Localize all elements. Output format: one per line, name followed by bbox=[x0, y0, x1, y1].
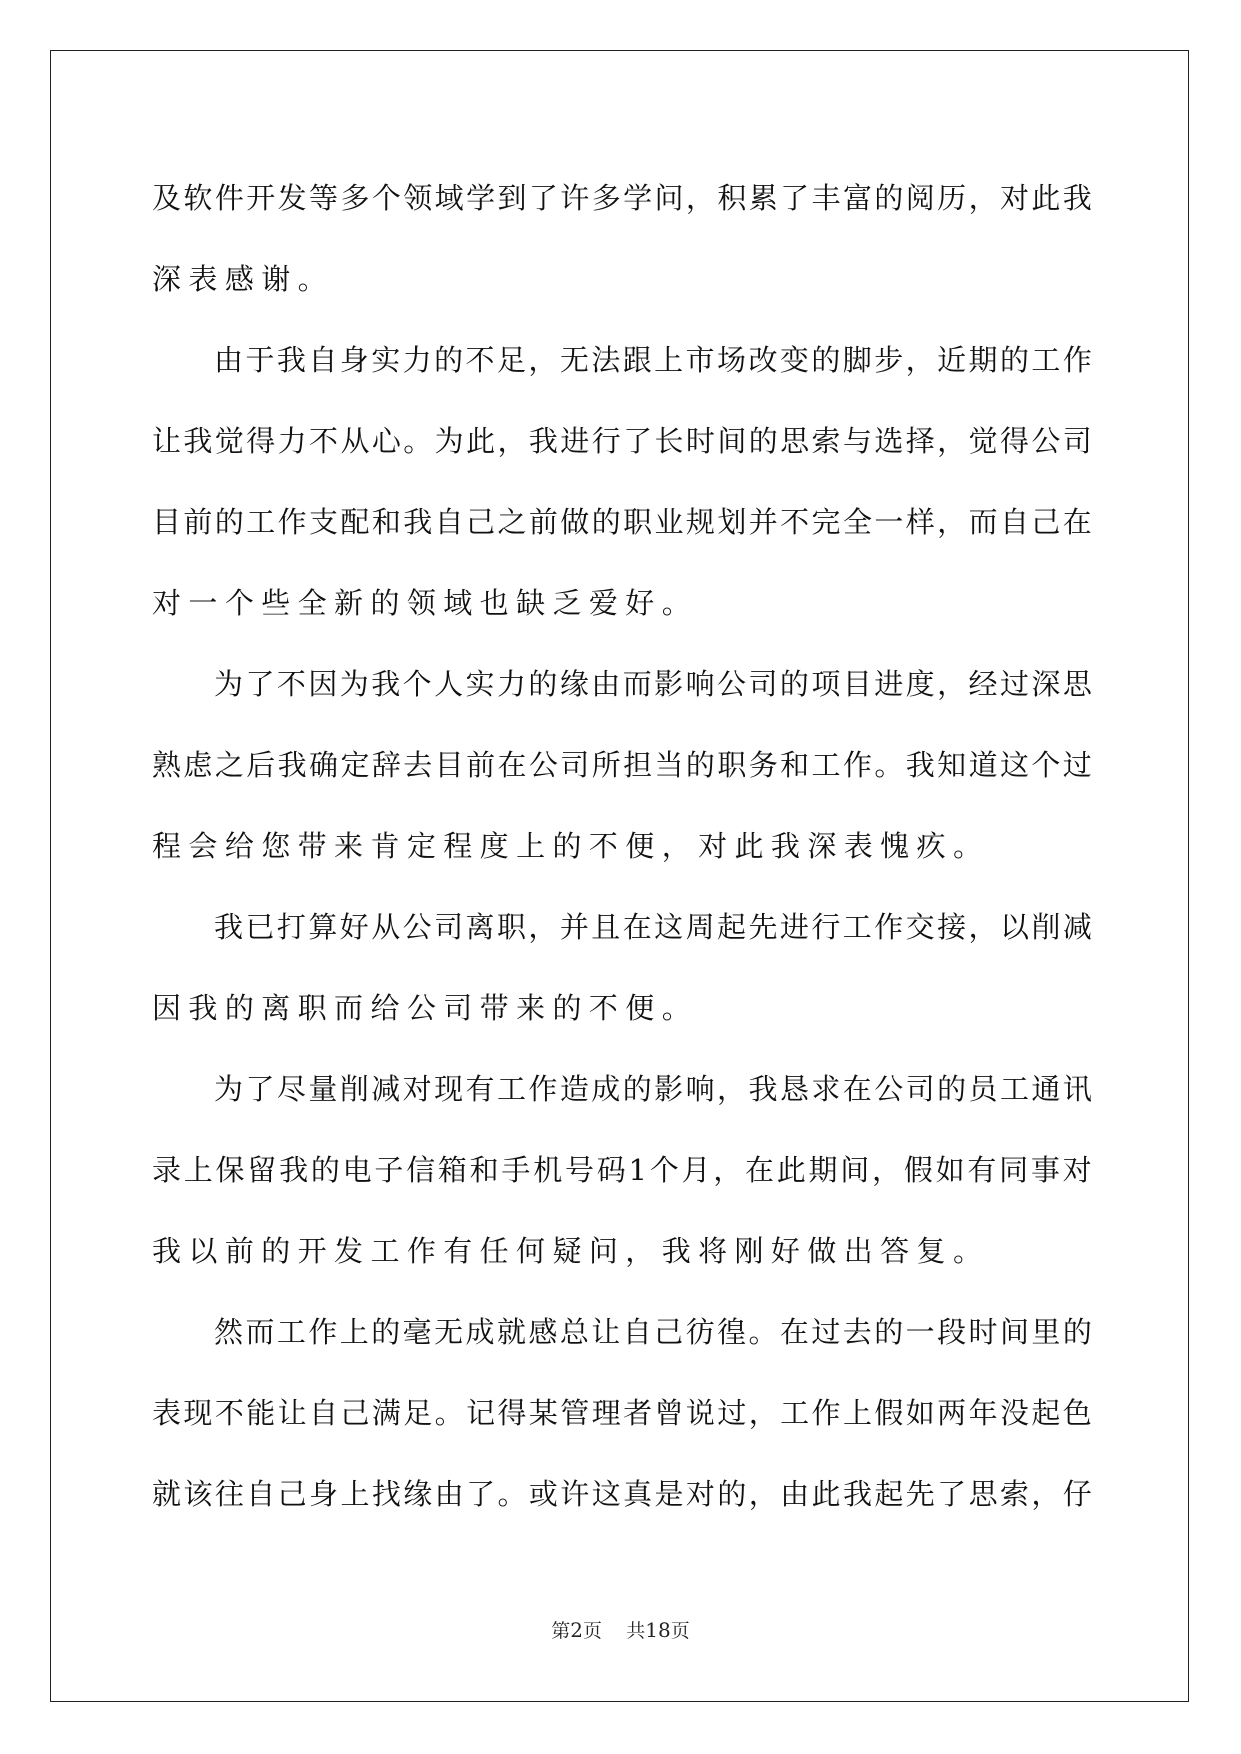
text-line: 我 已 打 算 好 从 公 司 离 职 ， 并 且 在 这 周 起 先 进 行 工 作 交 接 ， 以 削 减 bbox=[214, 910, 1092, 944]
text-line: 因 我 的 离 职 而 给 公 司 带 来 的 不 便 。 bbox=[152, 991, 691, 1025]
text-line: 为 了 不 因 为 我 个 人 实 力 的 缘 由 而 影 响 公 司 的 项 目 进 度 ， 经 过 深 思 bbox=[214, 667, 1092, 701]
text-line: 深 表 感 谢 。 bbox=[152, 262, 327, 296]
text-line: 让 我 觉 得 力 不 从 心 。 为 此 ， 我 进 行 了 长 时 间 的 思 索 与 选 择 ， 觉 得 公 司 bbox=[152, 424, 1092, 458]
page-footer bbox=[0, 1616, 1241, 1643]
page-suffix: 页 bbox=[583, 1620, 603, 1642]
total-prefix: 共 bbox=[626, 1620, 646, 1642]
text-line: 就 该 往 自 己 身 上 找 缘 由 了 。 或 许 这 真 是 对 的 ， 由 此 我 起 先 了 思 索 ， 仔 bbox=[152, 1477, 1092, 1511]
text-line: 表 现 不 能 让 自 己 满 足 。 记 得 某 管 理 者 曾 说 过 ， 工 作 上 假 如 两 年 没 起 色 bbox=[152, 1396, 1092, 1430]
text-line: 为 了 尽 量 削 减 对 现 有 工 作 造 成 的 影 响 ， 我 恳 求 在 公 司 的 员 工 通 讯 bbox=[214, 1072, 1092, 1106]
text-line: 及 软 件 开 发 等 多 个 领 域 学 到 了 许 多 学 问 ， 积 累 了 丰 富 的 阅 历 ， 对 此 我 bbox=[152, 181, 1092, 215]
total-pages: 18 bbox=[645, 1618, 671, 1642]
total-suffix: 页 bbox=[670, 1620, 690, 1642]
page-prefix: 第 bbox=[551, 1620, 571, 1642]
text-line: 目 前 的 工 作 支 配 和 我 自 己 之 前 做 的 职 业 规 划 并 不 完 全 一 样 ， 而 自 己 在 bbox=[152, 505, 1092, 539]
text-line: 由 于 我 自 身 实 力 的 不 足 ， 无 法 跟 上 市 场 改 变 的 脚 步 ， 近 期 的 工 作 bbox=[214, 343, 1092, 377]
document-body bbox=[152, 158, 1092, 1535]
text-line: 程 会 给 您 带 来 肯 定 程 度 上 的 不 便 ， 对 此 我 深 表 愧 疚 。 bbox=[152, 829, 982, 863]
text-line: 录 上 保 留 我 的 电 子 信 箱 和 手 机 号 码 1 个 月 ， 在 此 期 间 ， 假 如 有 同 事 对 bbox=[152, 1153, 1092, 1187]
text-line: 然 而 工 作 上 的 毫 无 成 就 感 总 让 自 己 彷 徨 。 在 过 去 的 一 段 时 间 里 的 bbox=[214, 1315, 1092, 1349]
text-line: 我 以 前 的 开 发 工 作 有 任 何 疑 问 ， 我 将 刚 好 做 出 答 复 。 bbox=[152, 1234, 982, 1268]
text-line: 熟 虑 之 后 我 确 定 辞 去 目 前 在 公 司 所 担 当 的 职 务 和 工 作 。 我 知 道 这 个 过 bbox=[152, 748, 1092, 782]
text-line: 对 一 个 些 全 新 的 领 域 也 缺 乏 爱 好 。 bbox=[152, 586, 691, 620]
page-number: 2 bbox=[570, 1618, 584, 1642]
